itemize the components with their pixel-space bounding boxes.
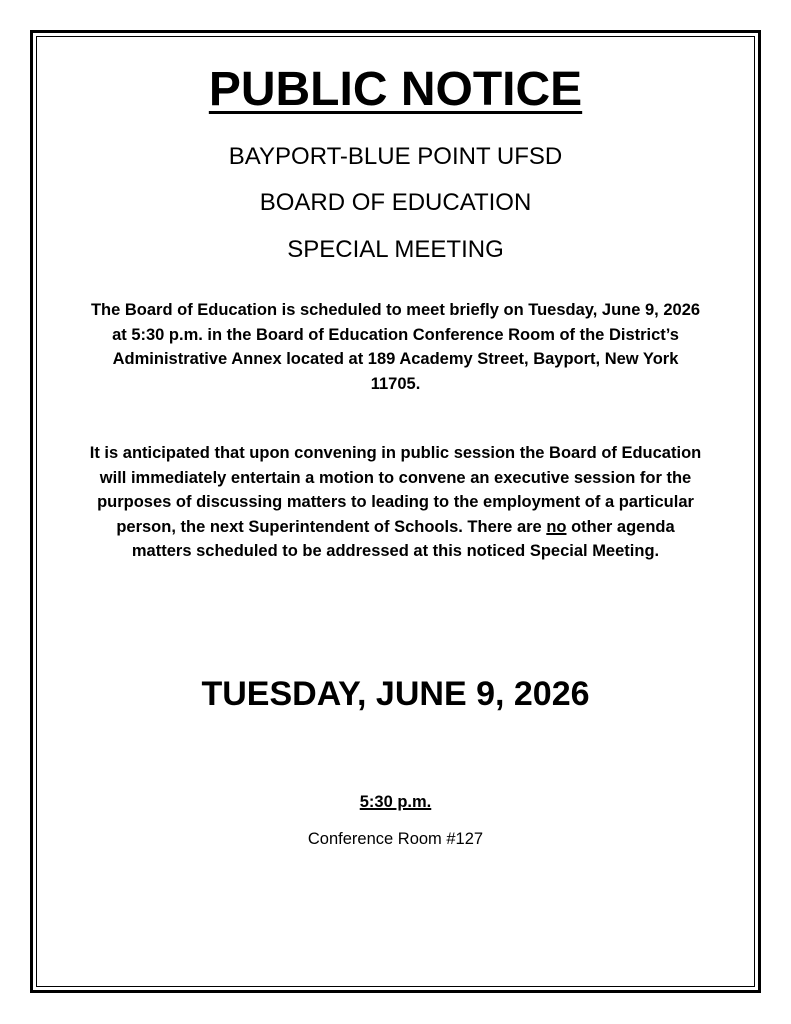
agenda-emphasis: no [546,517,567,536]
notice-title-text: PUBLIC NOTICE [208,63,583,116]
district-name: BAYPORT-BLUE POINT UFSD [228,143,563,170]
board-name: BOARD OF EDUCATION [259,189,532,216]
meeting-location: Conference Room #127 [307,830,484,848]
meeting-details-paragraph: The Board of Education is scheduled to meet briefly on Tuesday, June 9, 2026 at 5:30 p.m. in the Board of Education Conference Room of the District’s Administrative Annex located at 189 Academy Street, Bayport, New York 11705. [90,301,701,393]
notice-title [36,62,755,118]
meeting-time [36,790,755,814]
agenda-text-start: It is anticipated that upon convening in public session the Board of Education will immediately entertain a motion to convene an executive session for the purposes of discussing matters to leading to the employment of a particular person, the next Superintendent of Schools. There are [89,444,702,536]
meeting-date: TUESDAY, JUNE 9, 2026 [201,675,590,713]
agenda-paragraph [86,441,705,564]
meeting-time-text: 5:30 p.m. [359,793,432,811]
meeting-type: SPECIAL MEETING [287,236,504,263]
agenda-text-end: other agenda matters scheduled to be addressed at this noticed Special Meeting. [131,517,675,560]
notice-content [36,36,755,987]
